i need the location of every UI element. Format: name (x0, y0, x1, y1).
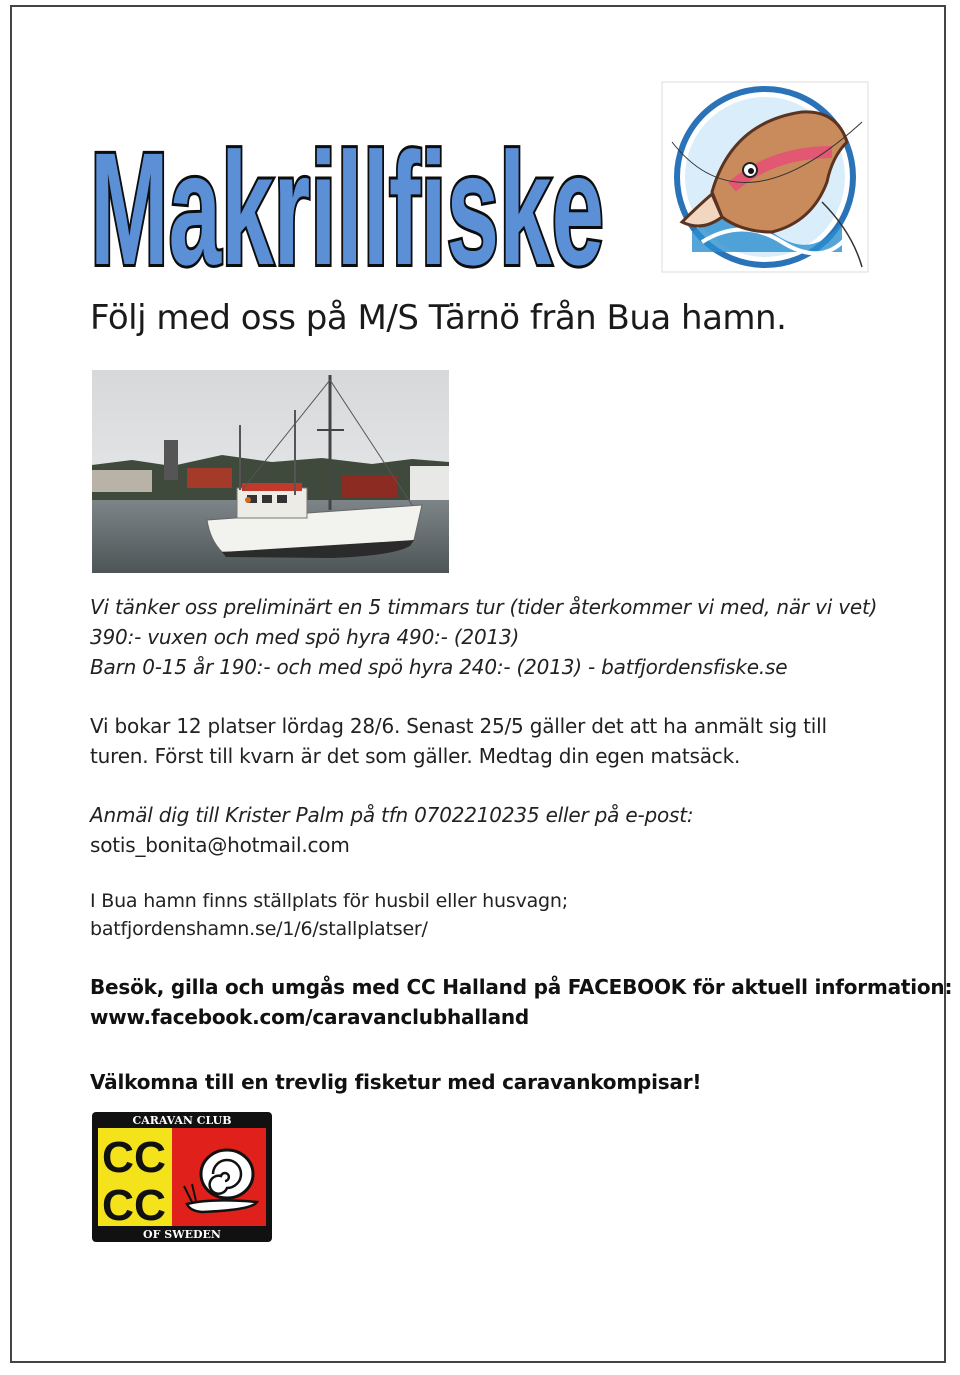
title-wordart (88, 118, 608, 298)
welcome-text: Välkomna till en trevlig fisketur med caravankompisar! (90, 1070, 702, 1094)
facebook-line: Besök, gilla och umgås med CC Halland på FACEBOOK för aktuell information: (90, 975, 953, 999)
trip-price-child: Barn 0-15 år 190:- och med spö hyra 240:- (2013) - batfjordensfiske.se (90, 655, 788, 679)
logo-bottom-text: OF SWEDEN (143, 1228, 221, 1241)
fish-logo-image (662, 82, 868, 272)
logo-letters-top: CC (102, 1133, 166, 1182)
camping-line: I Bua hamn finns ställplats för husbil eller husvagn; (90, 890, 568, 912)
caravan-club-logo (92, 1112, 272, 1242)
subtitle: Följ med oss på M/S Tärnö från Bua hamn. (90, 298, 787, 338)
trip-price-adult: 390:- vuxen och med spö hyra 490:- (2013) (90, 625, 520, 649)
boat-photo (92, 370, 449, 573)
booking-line-1: Vi bokar 12 platser lördag 28/6. Senast 25/5 gäller det att ha anmält sig till (90, 714, 827, 738)
trip-line-1: Vi tänker oss preliminärt en 5 timmars tur (tider återkommer vi med, när vi vet) (90, 595, 878, 619)
camping-link[interactable]: batfjordenshamn.se/1/6/stallplatser/ (90, 918, 428, 940)
page-title: Makrillfiske (90, 119, 604, 298)
contact-line: Anmäl dig till Krister Palm på tfn 0702210235 eller på e-post: (90, 803, 694, 827)
logo-top-text: CARAVAN CLUB (132, 1114, 232, 1127)
booking-line-2: turen. Först till kvarn är det som gäller. Medtag din egen matsäck. (90, 744, 741, 768)
facebook-link[interactable]: www.facebook.com/caravanclubhalland (90, 1005, 530, 1029)
contact-email[interactable]: sotis_bonita@hotmail.com (90, 833, 350, 857)
logo-letters-bottom: CC (102, 1181, 166, 1230)
